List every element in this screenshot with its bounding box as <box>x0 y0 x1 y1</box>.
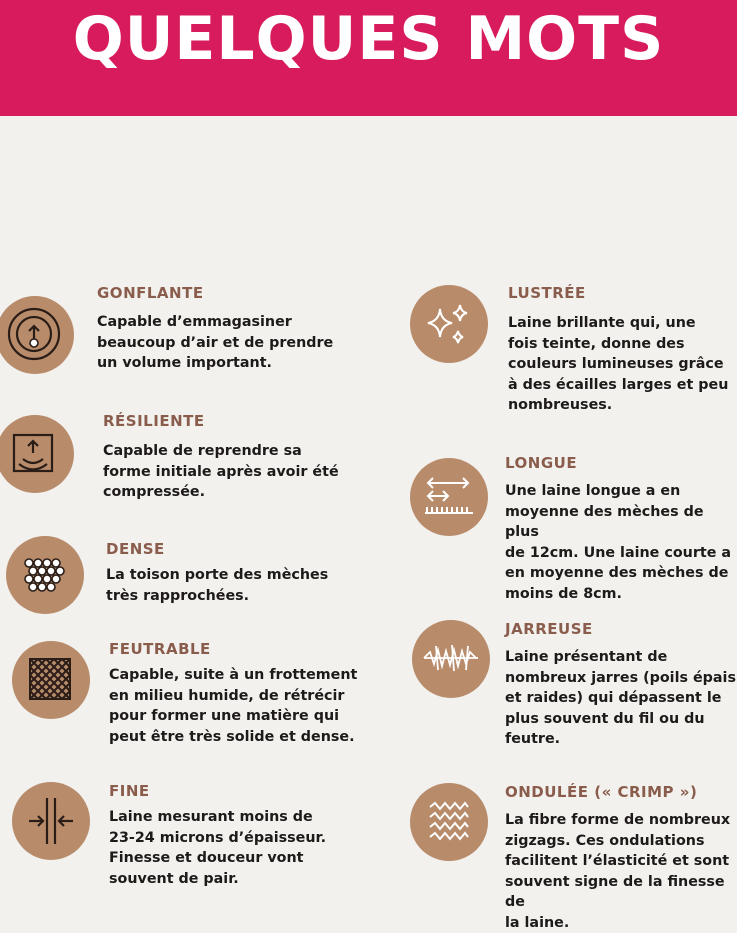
thin-fiber-icon <box>12 782 90 860</box>
text-lustree: Laine brillante qui, une fois teinte, donne des couleurs lumineuses grâce à des écailles larges et peu nombreuses. <box>508 315 729 413</box>
circle-arrow-icon <box>0 296 74 374</box>
text-longue: Une laine longue a en moyenne des mèches de plus de 12cm. Une laine courte a en moyenne des mèches de moins de 8cm. <box>505 483 732 602</box>
text-jarreuse: Laine présentant de nombreux jarres (poils épais et raides) qui dépassent le plus souvent du fil ou du feutre. <box>505 649 736 747</box>
heading-longue: LONGUE <box>505 454 578 472</box>
heading-jarreuse: JARREUSE <box>505 620 593 638</box>
text-fine: Laine mesurant moins de 23-24 microns d’épaisseur. Finesse et douceur vont souvent de pair. <box>109 809 326 887</box>
heading-ondulee: ONDULÉE (« CRIMP ») <box>505 783 698 801</box>
text-gonflante: Capable d’emmagasiner beaucoup d’air et de prendre un volume important. <box>97 314 334 371</box>
mesh-grid-icon <box>12 641 90 719</box>
text-resiliente: Capable de reprendre sa forme initiale après avoir été compressée. <box>103 443 339 500</box>
page-title: QUELQUES MOTS <box>72 4 665 74</box>
dense-dots-icon <box>6 536 84 614</box>
compression-box-icon <box>0 415 74 493</box>
title-banner <box>0 0 737 116</box>
coarse-hair-icon <box>412 620 490 698</box>
heading-lustree: LUSTRÉE <box>508 284 586 302</box>
heading-dense: DENSE <box>106 540 165 558</box>
heading-feutrable: FEUTRABLE <box>109 640 211 658</box>
text-dense: La toison porte des mèches très rapprochées. <box>106 567 329 604</box>
sparkle-icon <box>410 285 488 363</box>
crimp-wave-icon <box>410 783 488 861</box>
length-arrows-icon <box>410 458 488 536</box>
text-ondulee: La fibre forme de nombreux zigzags. Ces ondulations facilitent l’élasticité et sont souvent signe de la finesse de la laine. <box>505 812 731 931</box>
heading-resiliente: RÉSILIENTE <box>103 412 205 430</box>
heading-gonflante: GONFLANTE <box>97 284 204 302</box>
text-feutrable: Capable, suite à un frottement en milieu humide, de rétrécir pour former une matière qui peut être très solide et dense. <box>109 667 358 745</box>
heading-fine: FINE <box>109 782 150 800</box>
